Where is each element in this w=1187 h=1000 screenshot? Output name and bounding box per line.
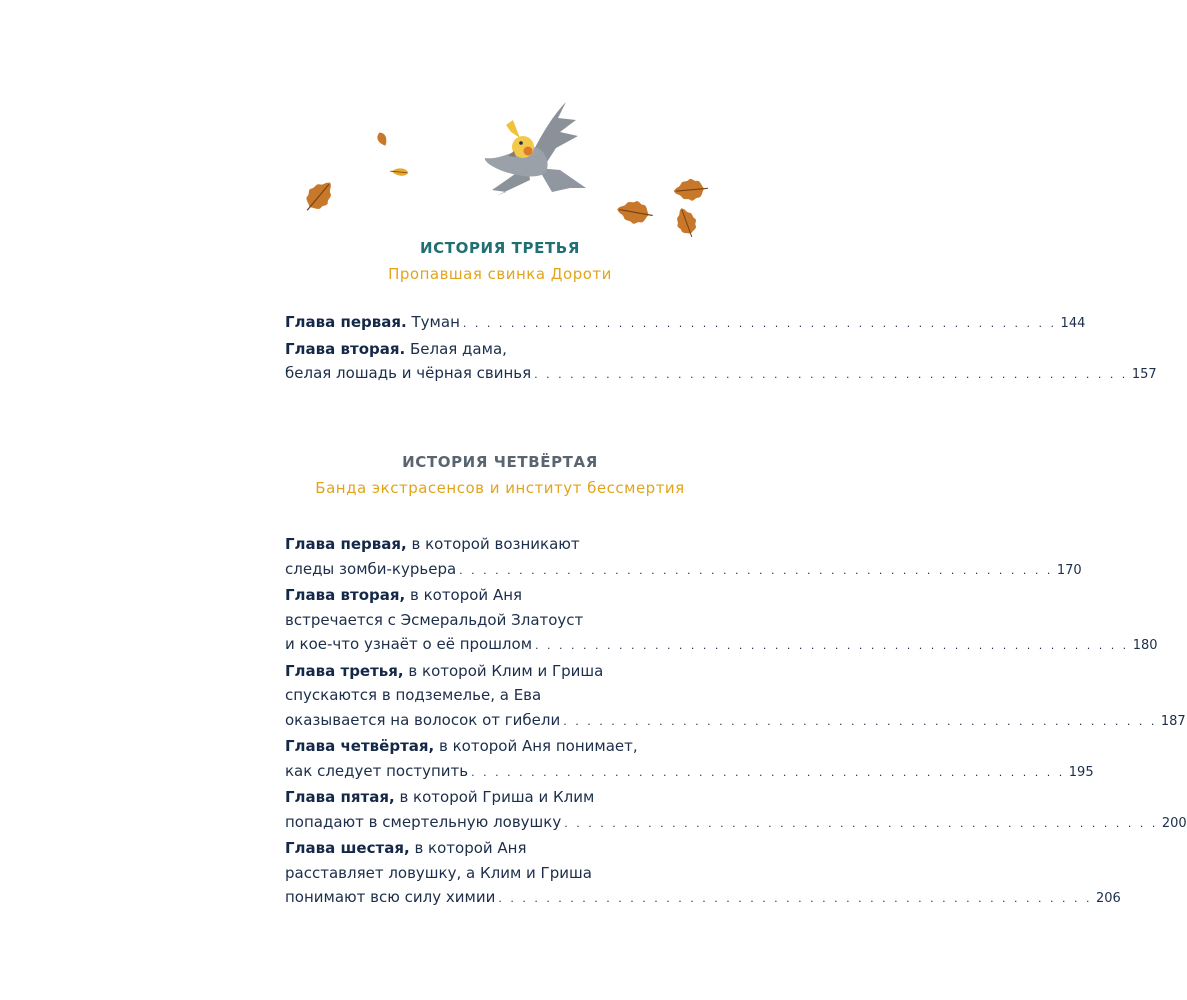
chapter-line: Туман [411, 313, 460, 331]
leaf-icon [615, 198, 654, 227]
chapter-lead: Глава вторая. [285, 339, 406, 358]
page-number: 144 [1060, 316, 1086, 331]
chapter-lead: Глава шестая, [285, 839, 410, 857]
page-number: 170 [1056, 562, 1082, 578]
chapter-lead: Глава пятая, [285, 788, 395, 806]
toc-entry[interactable] [285, 836, 1121, 912]
leaf-icon [298, 175, 339, 217]
chapter-line: в которой Гриша и Клим [399, 788, 595, 806]
chapter-line: в которой Аня [414, 839, 527, 857]
toc-entry[interactable] [285, 310, 1086, 337]
dot-leader: . . . . . . . . . . . . . . . . . . . . . . . . . . . . . . . . . . . . . . . . . . . . . . . . . . [498, 892, 1093, 905]
story-four-toc [285, 532, 1187, 912]
page-number: 157 [1131, 367, 1157, 382]
dot-leader: . . . . . . . . . . . . . . . . . . . . . . . . . . . . . . . . . . . . . . . . . . . . . . . . . . [563, 714, 1157, 728]
story-three-title: ИСТОРИЯ ТРЕТЬЯ [420, 239, 580, 257]
chapter-lead: Глава первая. [285, 313, 407, 331]
dot-leader: . . . . . . . . . . . . . . . . . . . . . . . . . . . . . . . . . . . . . . . . . . . . . . . . . . [459, 563, 1053, 577]
chapter-line: в которой возникают [411, 535, 580, 553]
toc-entry[interactable] [285, 659, 1186, 735]
page-number: 187 [1160, 713, 1186, 729]
story-four-title: ИСТОРИЯ ЧЕТВЁРТАЯ [402, 453, 598, 471]
toc-entry[interactable] [285, 785, 1187, 836]
story-four-subtitle: Банда экстрасенсов и институт бессмертия [315, 479, 685, 497]
chapter-line: расставляет ловушку, а Клим и Гриша [285, 863, 592, 882]
dot-leader: . . . . . . . . . . . . . . . . . . . . . . . . . . . . . . . . . . . . . . . . . . . . . . . . . . [535, 639, 1129, 652]
chapter-line: как следует поступить [285, 761, 469, 780]
toc-entry[interactable] [285, 532, 1082, 583]
chapter-lead: Глава первая, [285, 535, 407, 553]
page-number: 200 [1161, 815, 1187, 831]
chapter-line: спускаются в подземелье, а Ева [285, 686, 542, 704]
chapter-line: встречается с Эсмеральдой Златоуст [285, 610, 584, 629]
toc-entry[interactable] [285, 337, 1157, 388]
dot-leader: . . . . . . . . . . . . . . . . . . . . . . . . . . . . . . . . . . . . . . . . . . . . . . . . . . [534, 368, 1128, 381]
chapter-line: в которой Аня понимает, [439, 737, 638, 755]
chapter-line: следы зомби-курьера [285, 559, 457, 578]
toc-entry[interactable] [285, 583, 1158, 659]
chapter-line: понимают всю силу химии [285, 888, 496, 906]
story-three-heading [0, 238, 1000, 284]
chapter-line: и кое-что узнаёт о её прошлом [285, 635, 533, 653]
story-three-subtitle: Пропавшая свинка Дороти [388, 265, 612, 283]
chapter-line: Белая дама, [409, 339, 507, 358]
chapter-line: белая лошадь и чёрная свинья [285, 364, 532, 382]
chapter-lead: Глава вторая, [285, 586, 406, 604]
leaf-icon [390, 167, 409, 176]
dot-leader: . . . . . . . . . . . . . . . . . . . . . . . . . . . . . . . . . . . . . . . . . . . . . . . . . . [471, 765, 1065, 779]
chapter-line: оказывается на волосок от гибели [285, 710, 561, 729]
dot-leader: . . . . . . . . . . . . . . . . . . . . . . . . . . . . . . . . . . . . . . . . . . . . . . . . . . [564, 816, 1158, 830]
dot-leader: . . . . . . . . . . . . . . . . . . . . . . . . . . . . . . . . . . . . . . . . . . . . . . . . . . [462, 317, 1057, 330]
toc-entry[interactable] [285, 734, 1094, 785]
chapter-line: в которой Аня [409, 586, 523, 604]
story-four-heading [0, 452, 1000, 498]
page-number: 206 [1096, 891, 1121, 906]
leaf-icon [672, 205, 701, 240]
chapter-lead: Глава третья, [285, 661, 404, 680]
chapter-line: в которой Клим и Гриша [408, 661, 604, 680]
chapter-lead: Глава четвёртая, [285, 737, 435, 755]
cockatiel-leaves-illustration [0, 0, 1000, 250]
page-number: 195 [1068, 764, 1094, 780]
chapter-line: попадают в смертельную ловушку [285, 812, 562, 831]
page-number: 180 [1132, 638, 1158, 653]
story-three-toc [285, 310, 1157, 388]
cockatiel-icon [485, 102, 586, 196]
leaf-icon [376, 131, 389, 147]
leaf-icon [673, 177, 709, 202]
